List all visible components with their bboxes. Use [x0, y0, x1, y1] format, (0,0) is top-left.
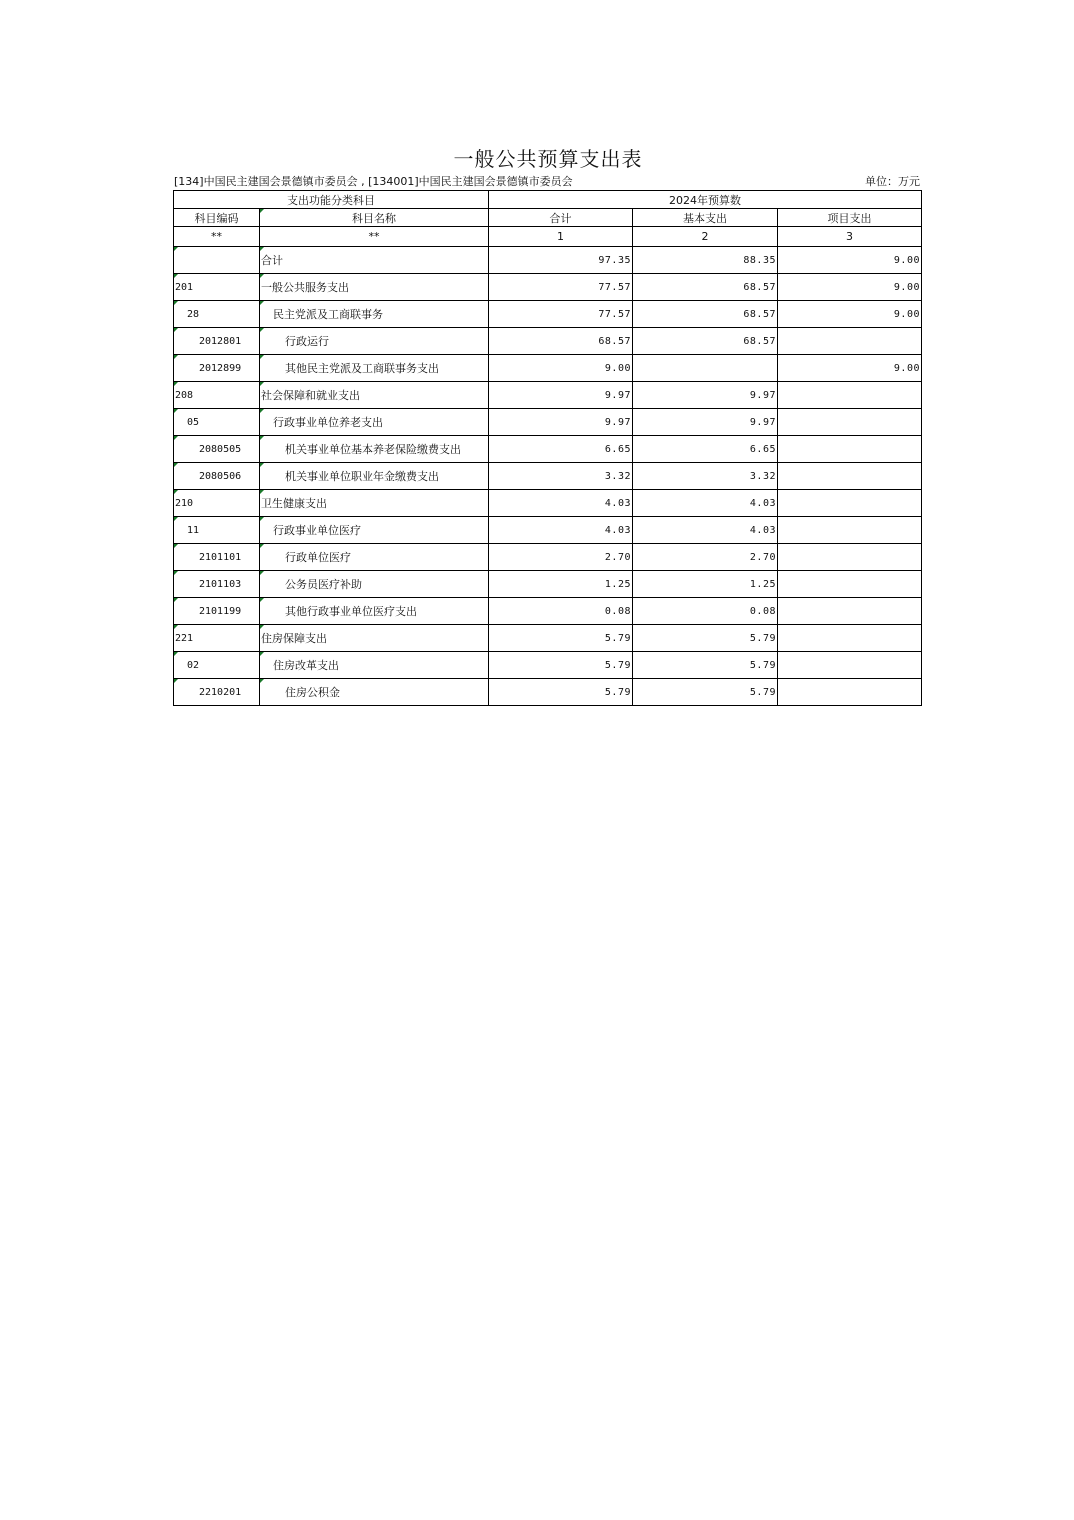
cell-name: 住房保障支出 [260, 625, 489, 652]
cell-code: 2101101 [174, 544, 260, 571]
cell-basic: 88.35 [633, 247, 778, 274]
cell-total: 1.25 [489, 571, 633, 598]
table-row [174, 544, 922, 571]
cell-project [778, 598, 922, 625]
cell-name: 机关事业单位职业年金缴费支出 [260, 463, 489, 490]
cell-total: 4.03 [489, 490, 633, 517]
header-group-right: 2024年预算数 [489, 191, 922, 209]
cell-name: 公务员医疗补助 [260, 571, 489, 598]
table-row [174, 436, 922, 463]
cell-code: 208 [174, 382, 260, 409]
cell-basic: 2.70 [633, 544, 778, 571]
cell-total: 5.79 [489, 652, 633, 679]
cell-code: 05 [174, 409, 260, 436]
table-row [174, 625, 922, 652]
table-row [174, 274, 922, 301]
header-idx-name: ** [260, 227, 489, 247]
cell-total: 2.70 [489, 544, 633, 571]
cell-basic: 5.79 [633, 679, 778, 706]
cell-project [778, 625, 922, 652]
header-index-row [174, 227, 922, 247]
cell-code: 11 [174, 517, 260, 544]
cell-project [778, 409, 922, 436]
cell-code: 2101199 [174, 598, 260, 625]
cell-project [778, 679, 922, 706]
table-row [174, 355, 922, 382]
cell-name: 其他行政事业单位医疗支出 [260, 598, 489, 625]
cell-project: 9.00 [778, 301, 922, 328]
cell-total: 5.79 [489, 625, 633, 652]
cell-project [778, 544, 922, 571]
cell-code: 2080505 [174, 436, 260, 463]
cell-total: 3.32 [489, 463, 633, 490]
table-row [174, 247, 922, 274]
header-idx-total: 1 [489, 227, 633, 247]
cell-total: 77.57 [489, 301, 633, 328]
cell-name: 行政事业单位养老支出 [260, 409, 489, 436]
cell-code: 2012801 [174, 328, 260, 355]
cell-name: 其他民主党派及工商联事务支出 [260, 355, 489, 382]
header-col-total: 合计 [489, 209, 633, 227]
cell-project: 9.00 [778, 274, 922, 301]
cell-total: 97.35 [489, 247, 633, 274]
header-col-name: 科目名称 [260, 209, 489, 227]
header-columns-row [174, 209, 922, 227]
cell-code: 201 [174, 274, 260, 301]
table-row [174, 409, 922, 436]
cell-name: 行政运行 [260, 328, 489, 355]
cell-project [778, 652, 922, 679]
cell-name: 一般公共服务支出 [260, 274, 489, 301]
cell-basic: 1.25 [633, 571, 778, 598]
table-row [174, 517, 922, 544]
cell-name: 社会保障和就业支出 [260, 382, 489, 409]
cell-project: 9.00 [778, 247, 922, 274]
cell-project [778, 517, 922, 544]
cell-total: 9.97 [489, 409, 633, 436]
cell-project [778, 436, 922, 463]
header-col-basic: 基本支出 [633, 209, 778, 227]
cell-basic: 6.65 [633, 436, 778, 463]
cell-name: 卫生健康支出 [260, 490, 489, 517]
cell-project: 9.00 [778, 355, 922, 382]
cell-basic: 9.97 [633, 382, 778, 409]
table-row [174, 598, 922, 625]
cell-basic: 9.97 [633, 409, 778, 436]
cell-total: 5.79 [489, 679, 633, 706]
cell-total: 9.00 [489, 355, 633, 382]
cell-code [174, 247, 260, 274]
cell-basic: 68.57 [633, 274, 778, 301]
table-row [174, 328, 922, 355]
cell-total: 68.57 [489, 328, 633, 355]
cell-total: 6.65 [489, 436, 633, 463]
cell-name: 住房改革支出 [260, 652, 489, 679]
header-group-left: 支出功能分类科目 [174, 191, 489, 209]
cell-project [778, 571, 922, 598]
cell-total: 0.08 [489, 598, 633, 625]
header-idx-project: 3 [778, 227, 922, 247]
table-row [174, 571, 922, 598]
cell-project [778, 328, 922, 355]
table-row [174, 652, 922, 679]
cell-code: 2012899 [174, 355, 260, 382]
cell-basic: 68.57 [633, 328, 778, 355]
header-idx-code: ** [174, 227, 260, 247]
cell-basic: 4.03 [633, 490, 778, 517]
cell-code: 02 [174, 652, 260, 679]
cell-name: 机关事业单位基本养老保险缴费支出 [260, 436, 489, 463]
cell-basic: 3.32 [633, 463, 778, 490]
cell-code: 2080506 [174, 463, 260, 490]
cell-name: 合计 [260, 247, 489, 274]
header-idx-basic: 2 [633, 227, 778, 247]
cell-project [778, 463, 922, 490]
organization-line: [134]中国民主建国会景德镇市委员会 , [134001]中国民主建国会景德镇市委员会 [174, 175, 573, 188]
cell-project [778, 490, 922, 517]
header-group-row [174, 191, 922, 209]
cell-total: 77.57 [489, 274, 633, 301]
cell-total: 9.97 [489, 382, 633, 409]
unit-label: 单位：万元 [865, 175, 920, 188]
page-title: 一般公共预算支出表 [453, 147, 643, 171]
cell-code: 221 [174, 625, 260, 652]
cell-project [778, 382, 922, 409]
table-row [174, 463, 922, 490]
cell-code: 2210201 [174, 679, 260, 706]
cell-name: 行政事业单位医疗 [260, 517, 489, 544]
cell-basic [633, 355, 778, 382]
table-row [174, 382, 922, 409]
table-row [174, 679, 922, 706]
table-row [174, 490, 922, 517]
header-col-code: 科目编码 [174, 209, 260, 227]
cell-name: 住房公积金 [260, 679, 489, 706]
cell-name: 行政单位医疗 [260, 544, 489, 571]
table-row [174, 301, 922, 328]
header-col-project: 项目支出 [778, 209, 922, 227]
cell-basic: 5.79 [633, 625, 778, 652]
cell-basic: 68.57 [633, 301, 778, 328]
cell-basic: 0.08 [633, 598, 778, 625]
cell-basic: 5.79 [633, 652, 778, 679]
cell-total: 4.03 [489, 517, 633, 544]
budget-table [173, 190, 922, 706]
cell-name: 民主党派及工商联事务 [260, 301, 489, 328]
cell-code: 28 [174, 301, 260, 328]
cell-code: 210 [174, 490, 260, 517]
cell-code: 2101103 [174, 571, 260, 598]
cell-basic: 4.03 [633, 517, 778, 544]
